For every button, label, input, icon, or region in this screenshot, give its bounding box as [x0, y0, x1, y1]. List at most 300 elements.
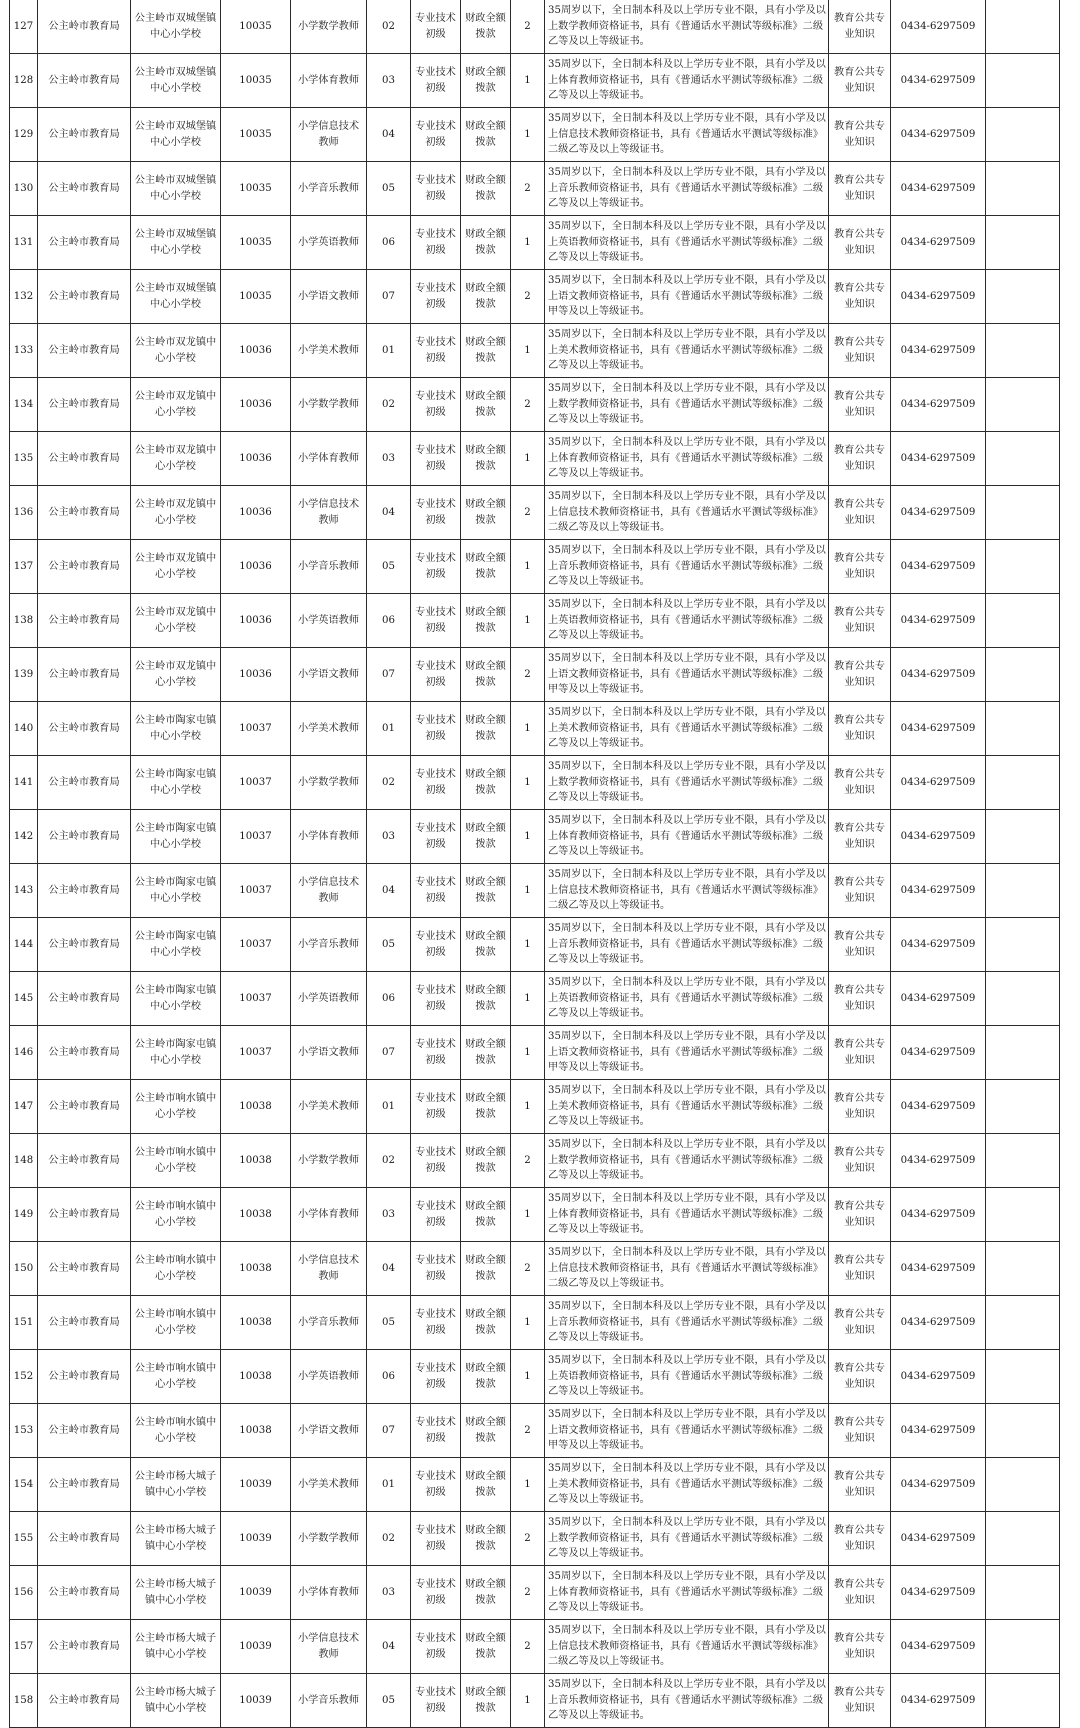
- exam-subject-cell: 教育公共专业知识: [829, 432, 891, 486]
- unit-code-cell: 10039: [221, 1566, 291, 1620]
- remarks-cell: [986, 1404, 1060, 1458]
- department-cell: 公主岭市教育局: [38, 1620, 131, 1674]
- remarks-cell: [986, 486, 1060, 540]
- headcount-cell: 1: [511, 1188, 545, 1242]
- remarks-cell: [986, 972, 1060, 1026]
- phone-cell: 0434-6297509: [891, 1404, 986, 1458]
- exam-subject-cell: 教育公共专业知识: [829, 918, 891, 972]
- position-level-cell: 专业技术初级: [411, 1404, 461, 1458]
- remarks-cell: [986, 432, 1060, 486]
- phone-cell: 0434-6297509: [891, 0, 986, 54]
- table-row: [10, 324, 1060, 378]
- table-row: [10, 1350, 1060, 1404]
- position-code-cell: 07: [367, 648, 411, 702]
- department-cell: 公主岭市教育局: [38, 1026, 131, 1080]
- remarks-cell: [986, 1188, 1060, 1242]
- employer-cell: 公主岭市响水镇中心小学校: [131, 1080, 221, 1134]
- employer-cell: 公主岭市双龙镇中心小学校: [131, 486, 221, 540]
- remarks-cell: [986, 648, 1060, 702]
- exam-subject-cell: 教育公共专业知识: [829, 0, 891, 54]
- table-row: [10, 972, 1060, 1026]
- headcount-cell: 2: [511, 648, 545, 702]
- phone-cell: 0434-6297509: [891, 756, 986, 810]
- position-code-cell: 06: [367, 594, 411, 648]
- row-number-cell: 145: [10, 972, 38, 1026]
- position-cell: 小学数学教师: [291, 756, 367, 810]
- unit-code-cell: 10038: [221, 1188, 291, 1242]
- headcount-cell: 1: [511, 324, 545, 378]
- employer-cell: 公主岭市响水镇中心小学校: [131, 1242, 221, 1296]
- department-cell: 公主岭市教育局: [38, 108, 131, 162]
- unit-code-cell: 10039: [221, 1458, 291, 1512]
- row-number-cell: 138: [10, 594, 38, 648]
- department-cell: 公主岭市教育局: [38, 378, 131, 432]
- department-cell: 公主岭市教育局: [38, 162, 131, 216]
- headcount-cell: 1: [511, 1080, 545, 1134]
- requirements-cell: 35周岁以下，全日制本科及以上学历专业不限，具有小学及以上体育教师资格证书，具有《普通话水平测试等级标准》二级乙等及以上等级证书。: [545, 810, 829, 864]
- position-cell: 小学体育教师: [291, 810, 367, 864]
- table-row: [10, 1134, 1060, 1188]
- phone-cell: 0434-6297509: [891, 1350, 986, 1404]
- position-level-cell: 专业技术初级: [411, 702, 461, 756]
- funding-cell: 财政全额拨款: [461, 54, 511, 108]
- position-level-cell: 专业技术初级: [411, 594, 461, 648]
- exam-subject-cell: 教育公共专业知识: [829, 270, 891, 324]
- table-row: [10, 864, 1060, 918]
- headcount-cell: 1: [511, 432, 545, 486]
- phone-cell: 0434-6297509: [891, 1188, 986, 1242]
- position-cell: 小学语文教师: [291, 270, 367, 324]
- department-cell: 公主岭市教育局: [38, 1566, 131, 1620]
- row-number-cell: 146: [10, 1026, 38, 1080]
- remarks-cell: [986, 0, 1060, 54]
- exam-subject-cell: 教育公共专业知识: [829, 1242, 891, 1296]
- exam-subject-cell: 教育公共专业知识: [829, 1134, 891, 1188]
- position-code-cell: 03: [367, 1566, 411, 1620]
- remarks-cell: [986, 702, 1060, 756]
- department-cell: 公主岭市教育局: [38, 1080, 131, 1134]
- unit-code-cell: 10036: [221, 378, 291, 432]
- employer-cell: 公主岭市双龙镇中心小学校: [131, 594, 221, 648]
- exam-subject-cell: 教育公共专业知识: [829, 702, 891, 756]
- employer-cell: 公主岭市杨大城子镇中心小学校: [131, 1674, 221, 1728]
- exam-subject-cell: 教育公共专业知识: [829, 756, 891, 810]
- position-code-cell: 07: [367, 1404, 411, 1458]
- requirements-cell: 35周岁以下，全日制本科及以上学历专业不限，具有小学及以上数学教师资格证书，具有《普通话水平测试等级标准》二级乙等及以上等级证书。: [545, 1512, 829, 1566]
- remarks-cell: [986, 864, 1060, 918]
- headcount-cell: 1: [511, 702, 545, 756]
- headcount-cell: 2: [511, 270, 545, 324]
- requirements-cell: 35周岁以下，全日制本科及以上学历专业不限，具有小学及以上信息技术教师资格证书，具有《普通话水平测试等级标准》二级乙等及以上等级证书。: [545, 1242, 829, 1296]
- row-number-cell: 129: [10, 108, 38, 162]
- unit-code-cell: 10036: [221, 324, 291, 378]
- department-cell: 公主岭市教育局: [38, 648, 131, 702]
- remarks-cell: [986, 1026, 1060, 1080]
- employer-cell: 公主岭市响水镇中心小学校: [131, 1350, 221, 1404]
- employer-cell: 公主岭市响水镇中心小学校: [131, 1296, 221, 1350]
- exam-subject-cell: 教育公共专业知识: [829, 216, 891, 270]
- unit-code-cell: 10038: [221, 1404, 291, 1458]
- table-row: [10, 1566, 1060, 1620]
- table-row: [10, 1296, 1060, 1350]
- requirements-cell: 35周岁以下，全日制本科及以上学历专业不限，具有小学及以上体育教师资格证书，具有《普通话水平测试等级标准》二级乙等及以上等级证书。: [545, 432, 829, 486]
- position-level-cell: 专业技术初级: [411, 1026, 461, 1080]
- position-level-cell: 专业技术初级: [411, 1674, 461, 1728]
- table-row: [10, 1404, 1060, 1458]
- table-row: [10, 540, 1060, 594]
- headcount-cell: 1: [511, 1026, 545, 1080]
- position-level-cell: 专业技术初级: [411, 1080, 461, 1134]
- unit-code-cell: 10035: [221, 108, 291, 162]
- unit-code-cell: 10035: [221, 54, 291, 108]
- row-number-cell: 137: [10, 540, 38, 594]
- table-row: [10, 432, 1060, 486]
- headcount-cell: 1: [511, 540, 545, 594]
- position-cell: 小学信息技术教师: [291, 486, 367, 540]
- requirements-cell: 35周岁以下，全日制本科及以上学历专业不限，具有小学及以上英语教师资格证书，具有《普通话水平测试等级标准》二级乙等及以上等级证书。: [545, 594, 829, 648]
- phone-cell: 0434-6297509: [891, 1296, 986, 1350]
- position-level-cell: 专业技术初级: [411, 1566, 461, 1620]
- department-cell: 公主岭市教育局: [38, 324, 131, 378]
- employer-cell: 公主岭市响水镇中心小学校: [131, 1188, 221, 1242]
- position-level-cell: 专业技术初级: [411, 324, 461, 378]
- employer-cell: 公主岭市陶家屯镇中心小学校: [131, 702, 221, 756]
- remarks-cell: [986, 1080, 1060, 1134]
- headcount-cell: 1: [511, 756, 545, 810]
- remarks-cell: [986, 1350, 1060, 1404]
- employer-cell: 公主岭市双龙镇中心小学校: [131, 432, 221, 486]
- department-cell: 公主岭市教育局: [38, 864, 131, 918]
- position-level-cell: 专业技术初级: [411, 108, 461, 162]
- remarks-cell: [986, 1134, 1060, 1188]
- position-code-cell: 01: [367, 702, 411, 756]
- unit-code-cell: 10036: [221, 594, 291, 648]
- row-number-cell: 151: [10, 1296, 38, 1350]
- position-cell: 小学美术教师: [291, 324, 367, 378]
- position-cell: 小学信息技术教师: [291, 864, 367, 918]
- unit-code-cell: 10036: [221, 540, 291, 594]
- employer-cell: 公主岭市陶家屯镇中心小学校: [131, 918, 221, 972]
- exam-subject-cell: 教育公共专业知识: [829, 1080, 891, 1134]
- row-number-cell: 148: [10, 1134, 38, 1188]
- row-number-cell: 144: [10, 918, 38, 972]
- position-cell: 小学音乐教师: [291, 1674, 367, 1728]
- phone-cell: 0434-6297509: [891, 1458, 986, 1512]
- row-number-cell: 153: [10, 1404, 38, 1458]
- remarks-cell: [986, 918, 1060, 972]
- headcount-cell: 2: [511, 162, 545, 216]
- requirements-cell: 35周岁以下，全日制本科及以上学历专业不限，具有小学及以上美术教师资格证书，具有《普通话水平测试等级标准》二级乙等及以上等级证书。: [545, 1458, 829, 1512]
- headcount-cell: 1: [511, 864, 545, 918]
- position-code-cell: 02: [367, 756, 411, 810]
- position-cell: 小学美术教师: [291, 1458, 367, 1512]
- position-level-cell: 专业技术初级: [411, 486, 461, 540]
- funding-cell: 财政全额拨款: [461, 648, 511, 702]
- funding-cell: 财政全额拨款: [461, 1674, 511, 1728]
- position-code-cell: 04: [367, 1242, 411, 1296]
- employer-cell: 公主岭市双城堡镇中心小学校: [131, 216, 221, 270]
- department-cell: 公主岭市教育局: [38, 1296, 131, 1350]
- table-body: [10, 0, 1060, 1728]
- funding-cell: 财政全额拨款: [461, 540, 511, 594]
- position-code-cell: 06: [367, 1350, 411, 1404]
- position-level-cell: 专业技术初级: [411, 54, 461, 108]
- position-level-cell: 专业技术初级: [411, 1242, 461, 1296]
- unit-code-cell: 10036: [221, 648, 291, 702]
- funding-cell: 财政全额拨款: [461, 702, 511, 756]
- unit-code-cell: 10035: [221, 216, 291, 270]
- position-cell: 小学体育教师: [291, 432, 367, 486]
- phone-cell: 0434-6297509: [891, 378, 986, 432]
- department-cell: 公主岭市教育局: [38, 1134, 131, 1188]
- row-number-cell: 130: [10, 162, 38, 216]
- headcount-cell: 2: [511, 1242, 545, 1296]
- exam-subject-cell: 教育公共专业知识: [829, 1512, 891, 1566]
- position-code-cell: 05: [367, 918, 411, 972]
- position-level-cell: 专业技术初级: [411, 1350, 461, 1404]
- position-cell: 小学美术教师: [291, 702, 367, 756]
- employer-cell: 公主岭市双龙镇中心小学校: [131, 378, 221, 432]
- phone-cell: 0434-6297509: [891, 972, 986, 1026]
- row-number-cell: 150: [10, 1242, 38, 1296]
- requirements-cell: 35周岁以下，全日制本科及以上学历专业不限，具有小学及以上数学教师资格证书，具有《普通话水平测试等级标准》二级乙等及以上等级证书。: [545, 756, 829, 810]
- table-row: [10, 1674, 1060, 1728]
- headcount-cell: 1: [511, 918, 545, 972]
- position-cell: 小学信息技术教师: [291, 1242, 367, 1296]
- employer-cell: 公主岭市杨大城子镇中心小学校: [131, 1620, 221, 1674]
- remarks-cell: [986, 540, 1060, 594]
- position-level-cell: 专业技术初级: [411, 756, 461, 810]
- funding-cell: 财政全额拨款: [461, 1188, 511, 1242]
- phone-cell: 0434-6297509: [891, 270, 986, 324]
- recruitment-table: [9, 0, 1060, 1728]
- exam-subject-cell: 教育公共专业知识: [829, 486, 891, 540]
- table-row: [10, 594, 1060, 648]
- position-code-cell: 01: [367, 1080, 411, 1134]
- employer-cell: 公主岭市陶家屯镇中心小学校: [131, 810, 221, 864]
- requirements-cell: 35周岁以下，全日制本科及以上学历专业不限，具有小学及以上信息技术教师资格证书，具有《普通话水平测试等级标准》二级乙等及以上等级证书。: [545, 108, 829, 162]
- unit-code-cell: 10035: [221, 0, 291, 54]
- requirements-cell: 35周岁以下，全日制本科及以上学历专业不限，具有小学及以上体育教师资格证书，具有《普通话水平测试等级标准》二级乙等及以上等级证书。: [545, 54, 829, 108]
- position-cell: 小学美术教师: [291, 1080, 367, 1134]
- position-code-cell: 03: [367, 810, 411, 864]
- remarks-cell: [986, 162, 1060, 216]
- exam-subject-cell: 教育公共专业知识: [829, 972, 891, 1026]
- funding-cell: 财政全额拨款: [461, 1134, 511, 1188]
- requirements-cell: 35周岁以下，全日制本科及以上学历专业不限，具有小学及以上信息技术教师资格证书，具有《普通话水平测试等级标准》二级乙等及以上等级证书。: [545, 864, 829, 918]
- position-cell: 小学语文教师: [291, 1404, 367, 1458]
- position-code-cell: 05: [367, 1296, 411, 1350]
- department-cell: 公主岭市教育局: [38, 810, 131, 864]
- unit-code-cell: 10037: [221, 1026, 291, 1080]
- phone-cell: 0434-6297509: [891, 1566, 986, 1620]
- requirements-cell: 35周岁以下，全日制本科及以上学历专业不限，具有小学及以上美术教师资格证书，具有《普通话水平测试等级标准》二级乙等及以上等级证书。: [545, 702, 829, 756]
- table-row: [10, 810, 1060, 864]
- remarks-cell: [986, 1242, 1060, 1296]
- exam-subject-cell: 教育公共专业知识: [829, 1296, 891, 1350]
- unit-code-cell: 10037: [221, 756, 291, 810]
- department-cell: 公主岭市教育局: [38, 1242, 131, 1296]
- table-row: [10, 0, 1060, 54]
- department-cell: 公主岭市教育局: [38, 702, 131, 756]
- exam-subject-cell: 教育公共专业知识: [829, 1188, 891, 1242]
- unit-code-cell: 10038: [221, 1350, 291, 1404]
- position-level-cell: 专业技术初级: [411, 810, 461, 864]
- row-number-cell: 136: [10, 486, 38, 540]
- funding-cell: 财政全额拨款: [461, 1350, 511, 1404]
- remarks-cell: [986, 54, 1060, 108]
- row-number-cell: 135: [10, 432, 38, 486]
- headcount-cell: 1: [511, 1296, 545, 1350]
- position-level-cell: 专业技术初级: [411, 540, 461, 594]
- employer-cell: 公主岭市陶家屯镇中心小学校: [131, 864, 221, 918]
- department-cell: 公主岭市教育局: [38, 540, 131, 594]
- row-number-cell: 131: [10, 216, 38, 270]
- position-code-cell: 06: [367, 216, 411, 270]
- headcount-cell: 2: [511, 378, 545, 432]
- position-code-cell: 04: [367, 864, 411, 918]
- unit-code-cell: 10037: [221, 702, 291, 756]
- headcount-cell: 1: [511, 1674, 545, 1728]
- position-code-cell: 05: [367, 1674, 411, 1728]
- exam-subject-cell: 教育公共专业知识: [829, 1620, 891, 1674]
- employer-cell: 公主岭市双城堡镇中心小学校: [131, 270, 221, 324]
- row-number-cell: 127: [10, 0, 38, 54]
- exam-subject-cell: 教育公共专业知识: [829, 540, 891, 594]
- funding-cell: 财政全额拨款: [461, 324, 511, 378]
- table-row: [10, 648, 1060, 702]
- headcount-cell: 1: [511, 108, 545, 162]
- position-level-cell: 专业技术初级: [411, 378, 461, 432]
- unit-code-cell: 10038: [221, 1296, 291, 1350]
- position-code-cell: 03: [367, 432, 411, 486]
- position-code-cell: 02: [367, 1134, 411, 1188]
- employer-cell: 公主岭市陶家屯镇中心小学校: [131, 972, 221, 1026]
- phone-cell: 0434-6297509: [891, 486, 986, 540]
- funding-cell: 财政全额拨款: [461, 1080, 511, 1134]
- headcount-cell: 2: [511, 1134, 545, 1188]
- exam-subject-cell: 教育公共专业知识: [829, 864, 891, 918]
- row-number-cell: 143: [10, 864, 38, 918]
- phone-cell: 0434-6297509: [891, 162, 986, 216]
- table-row: [10, 162, 1060, 216]
- position-level-cell: 专业技术初级: [411, 1512, 461, 1566]
- phone-cell: 0434-6297509: [891, 540, 986, 594]
- position-cell: 小学数学教师: [291, 1512, 367, 1566]
- phone-cell: 0434-6297509: [891, 324, 986, 378]
- funding-cell: 财政全额拨款: [461, 594, 511, 648]
- department-cell: 公主岭市教育局: [38, 1404, 131, 1458]
- funding-cell: 财政全额拨款: [461, 1566, 511, 1620]
- row-number-cell: 149: [10, 1188, 38, 1242]
- table-row: [10, 1620, 1060, 1674]
- funding-cell: 财政全额拨款: [461, 108, 511, 162]
- row-number-cell: 157: [10, 1620, 38, 1674]
- position-code-cell: 07: [367, 1026, 411, 1080]
- position-code-cell: 04: [367, 108, 411, 162]
- requirements-cell: 35周岁以下，全日制本科及以上学历专业不限，具有小学及以上英语教师资格证书，具有《普通话水平测试等级标准》二级乙等及以上等级证书。: [545, 1350, 829, 1404]
- position-level-cell: 专业技术初级: [411, 1296, 461, 1350]
- department-cell: 公主岭市教育局: [38, 1188, 131, 1242]
- department-cell: 公主岭市教育局: [38, 1512, 131, 1566]
- table-row: [10, 1026, 1060, 1080]
- table-row: [10, 486, 1060, 540]
- remarks-cell: [986, 270, 1060, 324]
- remarks-cell: [986, 810, 1060, 864]
- funding-cell: 财政全额拨款: [461, 1026, 511, 1080]
- requirements-cell: 35周岁以下，全日制本科及以上学历专业不限，具有小学及以上数学教师资格证书，具有《普通话水平测试等级标准》二级乙等及以上等级证书。: [545, 1134, 829, 1188]
- funding-cell: 财政全额拨款: [461, 270, 511, 324]
- department-cell: 公主岭市教育局: [38, 216, 131, 270]
- headcount-cell: 2: [511, 486, 545, 540]
- position-level-cell: 专业技术初级: [411, 972, 461, 1026]
- funding-cell: 财政全额拨款: [461, 1404, 511, 1458]
- position-level-cell: 专业技术初级: [411, 1188, 461, 1242]
- phone-cell: 0434-6297509: [891, 1512, 986, 1566]
- requirements-cell: 35周岁以下，全日制本科及以上学历专业不限，具有小学及以上音乐教师资格证书，具有《普通话水平测试等级标准》二级乙等及以上等级证书。: [545, 918, 829, 972]
- requirements-cell: 35周岁以下，全日制本科及以上学历专业不限，具有小学及以上美术教师资格证书，具有《普通话水平测试等级标准》二级乙等及以上等级证书。: [545, 324, 829, 378]
- requirements-cell: 35周岁以下，全日制本科及以上学历专业不限，具有小学及以上语文教师资格证书，具有《普通话水平测试等级标准》二级甲等及以上等级证书。: [545, 1026, 829, 1080]
- department-cell: 公主岭市教育局: [38, 756, 131, 810]
- employer-cell: 公主岭市杨大城子镇中心小学校: [131, 1566, 221, 1620]
- phone-cell: 0434-6297509: [891, 216, 986, 270]
- row-number-cell: 140: [10, 702, 38, 756]
- phone-cell: 0434-6297509: [891, 702, 986, 756]
- department-cell: 公主岭市教育局: [38, 486, 131, 540]
- remarks-cell: [986, 594, 1060, 648]
- headcount-cell: 1: [511, 54, 545, 108]
- table-row: [10, 918, 1060, 972]
- requirements-cell: 35周岁以下，全日制本科及以上学历专业不限，具有小学及以上英语教师资格证书，具有《普通话水平测试等级标准》二级乙等及以上等级证书。: [545, 216, 829, 270]
- position-code-cell: 03: [367, 54, 411, 108]
- row-number-cell: 139: [10, 648, 38, 702]
- requirements-cell: 35周岁以下，全日制本科及以上学历专业不限，具有小学及以上美术教师资格证书，具有《普通话水平测试等级标准》二级乙等及以上等级证书。: [545, 1080, 829, 1134]
- remarks-cell: [986, 1566, 1060, 1620]
- exam-subject-cell: 教育公共专业知识: [829, 1458, 891, 1512]
- row-number-cell: 156: [10, 1566, 38, 1620]
- position-level-cell: 专业技术初级: [411, 432, 461, 486]
- table-row: [10, 1242, 1060, 1296]
- funding-cell: 财政全额拨款: [461, 1620, 511, 1674]
- phone-cell: 0434-6297509: [891, 108, 986, 162]
- position-level-cell: 专业技术初级: [411, 0, 461, 54]
- headcount-cell: 1: [511, 810, 545, 864]
- exam-subject-cell: 教育公共专业知识: [829, 1566, 891, 1620]
- exam-subject-cell: 教育公共专业知识: [829, 108, 891, 162]
- headcount-cell: 1: [511, 216, 545, 270]
- unit-code-cell: 10038: [221, 1242, 291, 1296]
- position-cell: 小学数学教师: [291, 378, 367, 432]
- requirements-cell: 35周岁以下，全日制本科及以上学历专业不限，具有小学及以上音乐教师资格证书，具有《普通话水平测试等级标准》二级乙等及以上等级证书。: [545, 1296, 829, 1350]
- position-code-cell: 07: [367, 270, 411, 324]
- employer-cell: 公主岭市杨大城子镇中心小学校: [131, 1458, 221, 1512]
- table-row: [10, 1080, 1060, 1134]
- funding-cell: 财政全额拨款: [461, 810, 511, 864]
- table-row: [10, 108, 1060, 162]
- table-row: [10, 702, 1060, 756]
- position-cell: 小学体育教师: [291, 54, 367, 108]
- table-row: [10, 1512, 1060, 1566]
- employer-cell: 公主岭市双城堡镇中心小学校: [131, 108, 221, 162]
- department-cell: 公主岭市教育局: [38, 1674, 131, 1728]
- exam-subject-cell: 教育公共专业知识: [829, 648, 891, 702]
- requirements-cell: 35周岁以下，全日制本科及以上学历专业不限，具有小学及以上音乐教师资格证书，具有《普通话水平测试等级标准》二级乙等及以上等级证书。: [545, 1674, 829, 1728]
- position-cell: 小学信息技术教师: [291, 1620, 367, 1674]
- unit-code-cell: 10037: [221, 864, 291, 918]
- funding-cell: 财政全额拨款: [461, 432, 511, 486]
- position-level-cell: 专业技术初级: [411, 864, 461, 918]
- requirements-cell: 35周岁以下，全日制本科及以上学历专业不限，具有小学及以上音乐教师资格证书，具有《普通话水平测试等级标准》二级乙等及以上等级证书。: [545, 162, 829, 216]
